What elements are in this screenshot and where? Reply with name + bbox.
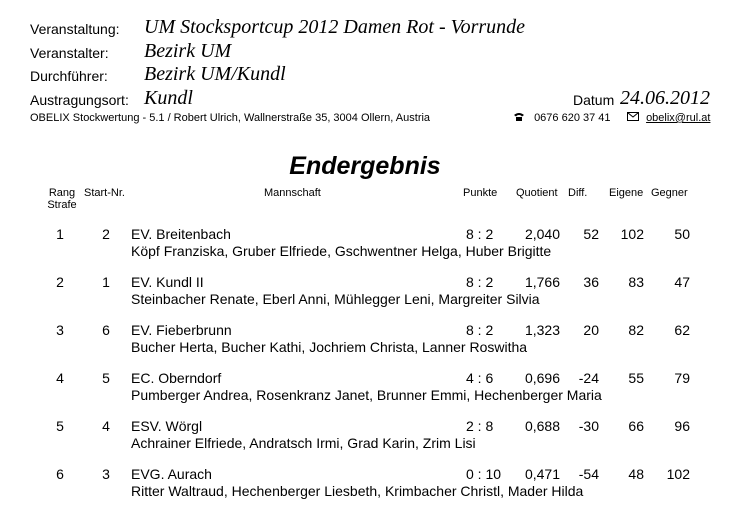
row-eigene: 66 xyxy=(628,418,644,434)
row-start: 1 xyxy=(102,274,110,290)
email-link[interactable]: obelix@rul.at xyxy=(646,112,711,124)
row-punkte: 4 : 6 xyxy=(466,370,494,386)
row-eigene: 82 xyxy=(628,322,644,338)
row-players: Köpf Franziska, Gruber Elfriede, Gschwentner Helga, Huber Brigitte xyxy=(131,243,552,259)
row-start: 4 xyxy=(102,418,110,434)
row-players: Pumberger Andrea, Rosenkranz Janet, Brunner Emmi, Hechenberger Maria xyxy=(131,387,602,403)
row-team: EVG. Aurach xyxy=(131,466,212,482)
row-diff: 20 xyxy=(583,322,599,338)
col-startnr: Start-Nr. xyxy=(84,187,125,199)
date-label: Datum xyxy=(573,92,615,108)
row-punkte: 2 : 8 xyxy=(466,418,494,434)
row-quotient: 1,766 xyxy=(524,274,560,290)
venue-label: Austragungsort: xyxy=(30,92,129,108)
row-rang: 2 xyxy=(56,274,64,290)
col-strafe-label: Strafe xyxy=(47,199,77,211)
row-quotient: 1,323 xyxy=(524,322,560,338)
row-quotient: 0,696 xyxy=(524,370,560,386)
col-rang-label: Rang xyxy=(48,187,76,199)
venue-value: Kundl xyxy=(144,87,193,109)
row-players: Ritter Waltraud, Hechenberger Liesbeth, Krimbacher Christl, Mader Hilda xyxy=(131,483,584,499)
col-gegner: Gegner xyxy=(651,187,688,199)
row-rang: 3 xyxy=(56,322,64,338)
row-diff: -54 xyxy=(578,466,599,482)
row-gegner: 79 xyxy=(674,370,690,386)
col-diff: Diff. xyxy=(568,187,588,199)
row-start: 3 xyxy=(102,466,110,482)
row-rang: 6 xyxy=(56,466,64,482)
row-rang: 1 xyxy=(56,226,64,242)
organizer-label: Veranstalter: xyxy=(30,45,109,61)
row-gegner: 47 xyxy=(674,274,690,290)
software-credit: OBELIX Stockwertung - 5.1 / Robert Ulrich, Wallnerstraße 35, 3004 Ollern, Austria xyxy=(30,112,431,124)
row-players: Steinbacher Renate, Eberl Anni, Mühlegger Leni, Margreiter Silvia xyxy=(131,291,540,307)
row-eigene: 55 xyxy=(628,370,644,386)
row-team: EC. Oberndorf xyxy=(131,370,222,386)
row-players: Bucher Herta, Bucher Kathi, Jochriem Christa, Lanner Roswitha xyxy=(131,339,528,355)
row-gegner: 96 xyxy=(674,418,690,434)
phone-line xyxy=(513,112,611,125)
row-eigene: 102 xyxy=(620,226,644,242)
row-eigene: 83 xyxy=(628,274,644,290)
row-quotient: 0,471 xyxy=(524,466,560,482)
col-rang xyxy=(40,187,84,211)
row-diff: 36 xyxy=(583,274,599,290)
row-punkte: 8 : 2 xyxy=(466,274,494,290)
row-diff: 52 xyxy=(583,226,599,242)
phone-number: 0676 620 37 41 xyxy=(534,112,611,125)
row-team: EV. Fieberbrunn xyxy=(131,322,232,338)
phone-icon xyxy=(513,112,525,125)
col-quotient: Quotient xyxy=(516,187,558,199)
executor-value: Bezirk UM/Kundl xyxy=(144,63,286,85)
row-gegner: 102 xyxy=(666,466,690,482)
row-diff: -24 xyxy=(578,370,599,386)
email-line xyxy=(627,112,710,124)
row-quotient: 2,040 xyxy=(524,226,560,242)
event-label: Veranstaltung: xyxy=(30,21,120,37)
row-players: Achrainer Elfriede, Andratsch Irmi, Grad Karin, Zrim Lisi xyxy=(131,435,476,451)
row-punkte: 8 : 2 xyxy=(466,322,494,338)
row-team: EV. Breitenbach xyxy=(131,226,231,242)
row-punkte: 0 : 10 xyxy=(466,466,502,482)
mail-icon xyxy=(627,112,639,124)
row-punkte: 8 : 2 xyxy=(466,226,494,242)
col-eigene: Eigene xyxy=(609,187,644,199)
row-quotient: 0,688 xyxy=(524,418,560,434)
organizer-value: Bezirk UM xyxy=(144,40,232,62)
row-diff: -30 xyxy=(578,418,599,434)
date-value: 24.06.2012 xyxy=(620,87,710,109)
row-start: 5 xyxy=(102,370,110,386)
row-team: EV. Kundl II xyxy=(131,274,204,290)
event-value: UM Stocksportcup 2012 Damen Rot - Vorrunde xyxy=(144,16,526,38)
row-rang: 4 xyxy=(56,370,64,386)
row-start: 2 xyxy=(102,226,110,242)
col-punkte: Punkte xyxy=(463,187,498,199)
row-gegner: 50 xyxy=(674,226,690,242)
row-rang: 5 xyxy=(56,418,64,434)
executor-label: Durchführer: xyxy=(30,68,108,84)
page-title: Endergebnis xyxy=(289,152,441,180)
row-eigene: 48 xyxy=(628,466,644,482)
row-team: ESV. Wörgl xyxy=(131,418,203,434)
row-start: 6 xyxy=(102,322,110,338)
row-gegner: 62 xyxy=(674,322,690,338)
col-mannschaft: Mannschaft xyxy=(264,187,321,199)
